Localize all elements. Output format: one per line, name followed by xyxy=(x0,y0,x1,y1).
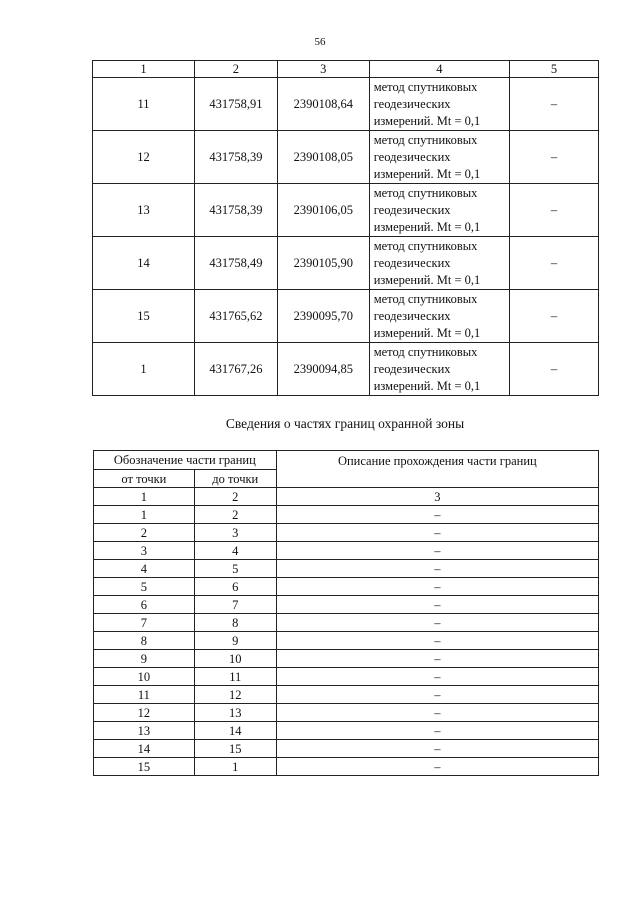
y-coordinate-cell: 2390094,85 xyxy=(277,343,369,396)
to-point-cell: 3 xyxy=(194,524,276,542)
to-point-cell: 13 xyxy=(194,704,276,722)
table-row xyxy=(94,632,599,650)
table-row xyxy=(93,184,599,237)
from-point-cell: 14 xyxy=(94,740,195,758)
y-coordinate-cell: 2390095,70 xyxy=(277,290,369,343)
to-point-cell: 4 xyxy=(194,542,276,560)
description-cell: – xyxy=(276,704,598,722)
from-point-cell: 13 xyxy=(94,722,195,740)
from-point-cell: 3 xyxy=(94,542,195,560)
x-coordinate-cell: 431758,91 xyxy=(195,78,278,131)
point-number-cell: 13 xyxy=(93,184,195,237)
x-coordinate-cell: 431758,49 xyxy=(195,237,278,290)
note-cell: – xyxy=(510,237,599,290)
column-number-header: 1 xyxy=(93,61,195,78)
method-cell: метод спутниковых геодезических измерений. Mt = 0,1 xyxy=(369,290,509,343)
column-number-header: 4 xyxy=(369,61,509,78)
table-row xyxy=(94,614,599,632)
y-coordinate-cell: 2390106,05 xyxy=(277,184,369,237)
table-row xyxy=(94,740,599,758)
y-coordinate-cell: 2390108,64 xyxy=(277,78,369,131)
to-point-cell: 7 xyxy=(194,596,276,614)
from-point-cell: 10 xyxy=(94,668,195,686)
note-cell: – xyxy=(510,184,599,237)
method-cell: метод спутниковых геодезических измерений. Mt = 0,1 xyxy=(369,78,509,131)
table-row xyxy=(93,131,599,184)
method-cell: метод спутниковых геодезических измерений. Mt = 0,1 xyxy=(369,343,509,396)
description-cell: – xyxy=(276,758,598,776)
to-point-cell: 15 xyxy=(194,740,276,758)
description-cell: – xyxy=(276,542,598,560)
column-number-header: 3 xyxy=(276,488,598,506)
to-point-cell: 8 xyxy=(194,614,276,632)
column-number-header: 2 xyxy=(195,61,278,78)
table-row xyxy=(94,722,599,740)
coordinates-table xyxy=(92,60,599,396)
x-coordinate-cell: 431767,26 xyxy=(195,343,278,396)
table-row xyxy=(94,758,599,776)
description-cell: – xyxy=(276,524,598,542)
to-point-cell: 1 xyxy=(194,758,276,776)
table-row xyxy=(94,578,599,596)
description-cell: – xyxy=(276,560,598,578)
parts-number-row xyxy=(94,488,599,506)
table-row xyxy=(94,560,599,578)
to-point-cell: 6 xyxy=(194,578,276,596)
y-coordinate-cell: 2390105,90 xyxy=(277,237,369,290)
description-cell: – xyxy=(276,632,598,650)
y-coordinate-cell: 2390108,05 xyxy=(277,131,369,184)
table-row xyxy=(94,596,599,614)
column-number-header: 3 xyxy=(277,61,369,78)
point-number-cell: 1 xyxy=(93,343,195,396)
from-point-cell: 6 xyxy=(94,596,195,614)
to-point-cell: 11 xyxy=(194,668,276,686)
column-number-header: 5 xyxy=(510,61,599,78)
to-point-cell: 2 xyxy=(194,506,276,524)
boundary-parts-table xyxy=(93,450,599,776)
table-row xyxy=(94,650,599,668)
note-cell: – xyxy=(510,343,599,396)
description-cell: – xyxy=(276,506,598,524)
to-point-cell: 12 xyxy=(194,686,276,704)
description-cell: – xyxy=(276,614,598,632)
column-number-header: 1 xyxy=(94,488,195,506)
table-row xyxy=(94,686,599,704)
table-row xyxy=(94,524,599,542)
parts-header-row xyxy=(94,451,599,470)
description-cell: – xyxy=(276,668,598,686)
from-point-cell: 4 xyxy=(94,560,195,578)
x-coordinate-cell: 431765,62 xyxy=(195,290,278,343)
table-row xyxy=(94,704,599,722)
part-designation-header: Обозначение части границ xyxy=(94,451,277,470)
from-point-cell: 9 xyxy=(94,650,195,668)
point-number-cell: 11 xyxy=(93,78,195,131)
coordinates-header-row xyxy=(93,61,599,78)
from-point-cell: 8 xyxy=(94,632,195,650)
method-cell: метод спутниковых геодезических измерений. Mt = 0,1 xyxy=(369,237,509,290)
description-cell: – xyxy=(276,650,598,668)
point-number-cell: 14 xyxy=(93,237,195,290)
to-point-cell: 5 xyxy=(194,560,276,578)
to-point-cell: 14 xyxy=(194,722,276,740)
note-cell: – xyxy=(510,290,599,343)
x-coordinate-cell: 431758,39 xyxy=(195,184,278,237)
table-row xyxy=(94,506,599,524)
from-point-cell: 15 xyxy=(94,758,195,776)
description-cell: – xyxy=(276,722,598,740)
table-row xyxy=(93,343,599,396)
column-number-header: 2 xyxy=(194,488,276,506)
point-number-cell: 15 xyxy=(93,290,195,343)
table-row xyxy=(93,78,599,131)
to-point-header: до точки xyxy=(194,470,276,488)
page-number: 56 xyxy=(314,36,326,48)
method-cell: метод спутниковых геодезических измерений. Mt = 0,1 xyxy=(369,131,509,184)
from-point-cell: 12 xyxy=(94,704,195,722)
table-row xyxy=(93,290,599,343)
description-cell: – xyxy=(276,596,598,614)
part-description-header: Описание прохождения части границ xyxy=(276,451,598,488)
note-cell: – xyxy=(510,131,599,184)
description-cell: – xyxy=(276,740,598,758)
table-row xyxy=(94,668,599,686)
to-point-cell: 9 xyxy=(194,632,276,650)
from-point-header: от точки xyxy=(94,470,195,488)
to-point-cell: 10 xyxy=(194,650,276,668)
table-row xyxy=(93,237,599,290)
table-row xyxy=(94,542,599,560)
description-cell: – xyxy=(276,686,598,704)
note-cell: – xyxy=(510,78,599,131)
from-point-cell: 1 xyxy=(94,506,195,524)
description-cell: – xyxy=(276,578,598,596)
from-point-cell: 5 xyxy=(94,578,195,596)
from-point-cell: 7 xyxy=(94,614,195,632)
x-coordinate-cell: 431758,39 xyxy=(195,131,278,184)
from-point-cell: 11 xyxy=(94,686,195,704)
section-title: Сведения о частях границ охранной зоны xyxy=(225,416,465,431)
point-number-cell: 12 xyxy=(93,131,195,184)
method-cell: метод спутниковых геодезических измерений. Mt = 0,1 xyxy=(369,184,509,237)
from-point-cell: 2 xyxy=(94,524,195,542)
